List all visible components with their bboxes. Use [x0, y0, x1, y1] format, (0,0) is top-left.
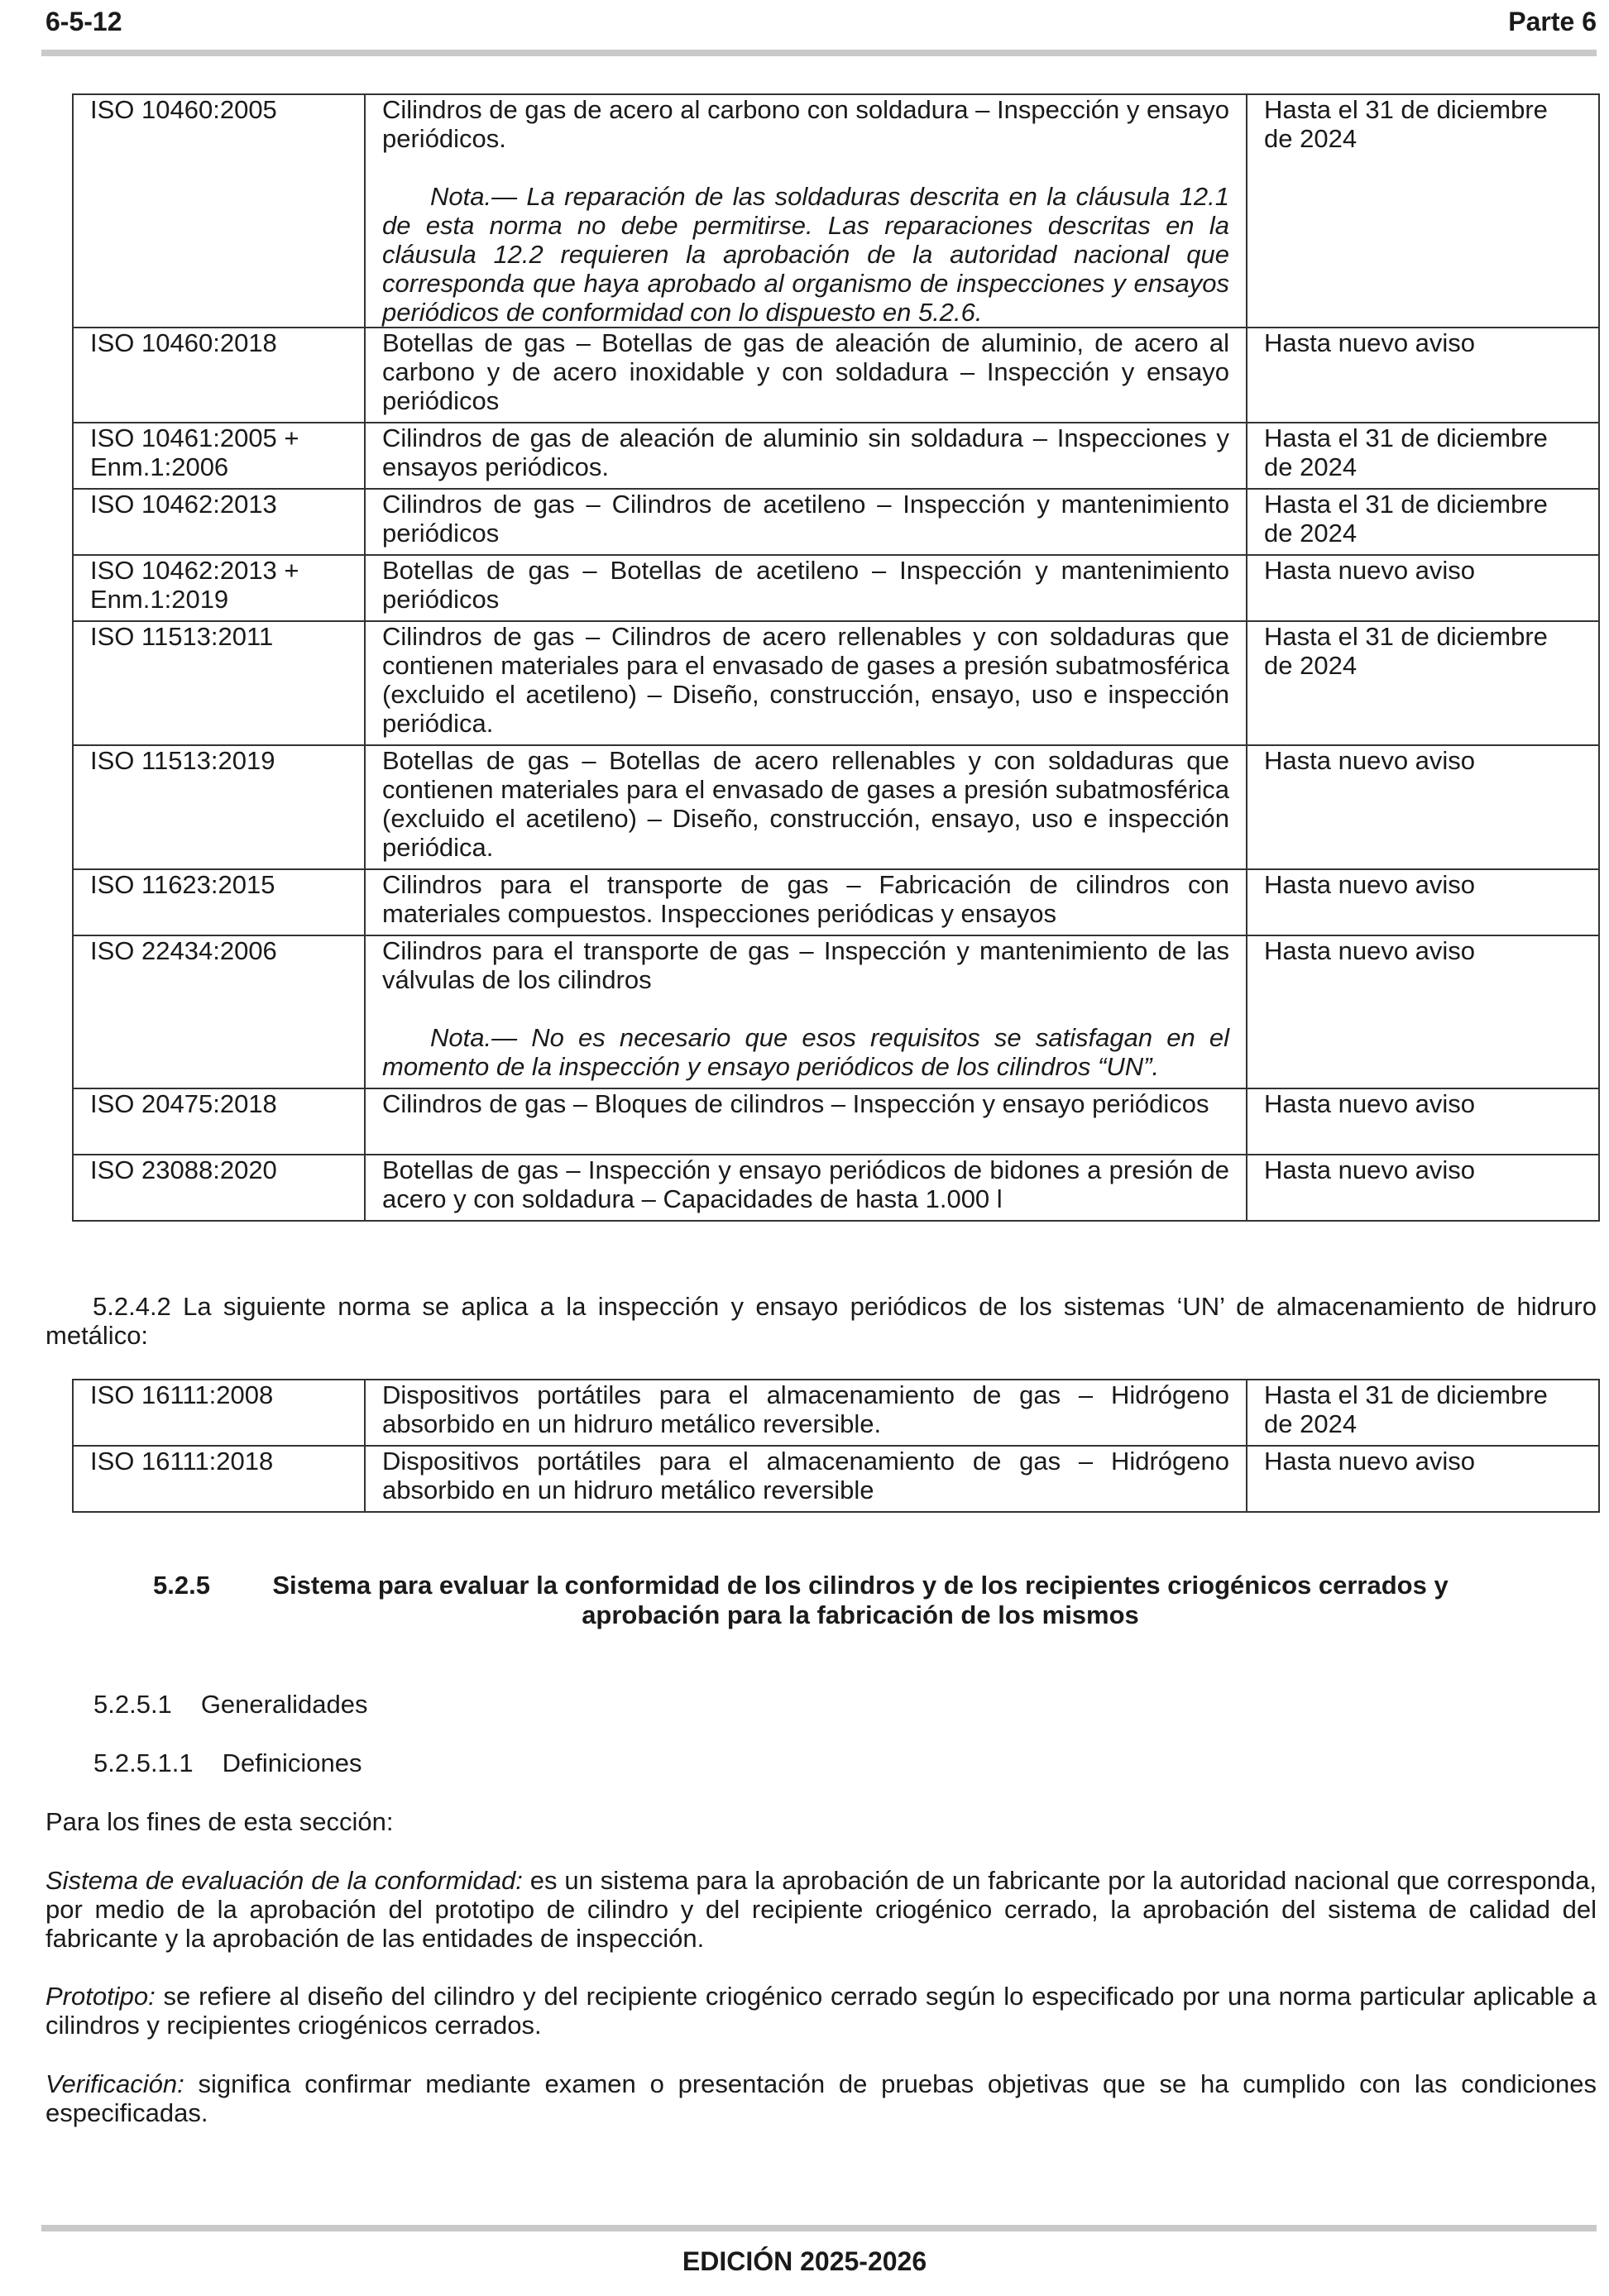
- table-row: [73, 869, 1599, 935]
- applicable-until: Hasta nuevo aviso: [1247, 1446, 1599, 1512]
- standard-note: Nota.— La reparación de las soldaduras descrita en la cláusula 12.1 de esta norma no debe permitirse. Las reparaciones descritas en la cláusula 12.2 requieren la aprobación de la autoridad nacional que corresponda que haya aprobado al organismo de inspecciones y ensayos periódicos de conformidad con lo dispuesto en 5.2.6.: [382, 182, 1229, 327]
- definition-text: significa confirmar mediante examen o presentación de pruebas objetivas que se ha cumplido con las condiciones especificadas.: [45, 2069, 1597, 2127]
- table-row: [73, 621, 1599, 745]
- standard-id: ISO 22434:2006: [73, 935, 365, 1088]
- definition-prototype: [45, 1982, 1597, 2040]
- subheading-text: Definiciones: [222, 1748, 362, 1777]
- definition-term: Sistema de evaluación de la conformidad:: [45, 1866, 523, 1895]
- standard-title: Cilindros de gas – Cilindros de acetileno – Inspección y mantenimiento periódicos: [365, 489, 1247, 555]
- standard-title: Dispositivos portátiles para el almacenamiento de gas – Hidrógeno absorbido en un hidruro metálico reversible: [365, 1446, 1247, 1512]
- table-row: [73, 745, 1599, 869]
- applicable-until: Hasta nuevo aviso: [1247, 869, 1599, 935]
- table-row: [73, 1380, 1599, 1446]
- definition-conformity-system: [45, 1866, 1597, 1953]
- applicable-until: Hasta nuevo aviso: [1247, 328, 1599, 423]
- standard-id: ISO 10461:2005 + Enm.1:2006: [73, 423, 365, 489]
- subheading-number: 5.2.5.1.1: [93, 1748, 194, 1777]
- table-row: [73, 328, 1599, 423]
- footer-rule: [41, 2225, 1597, 2231]
- table-row: [73, 935, 1599, 1088]
- edition-footer: EDICIÓN 2025-2026: [682, 2246, 927, 2276]
- applicable-until: Hasta el 31 de diciembre de 2024: [1247, 621, 1599, 745]
- applicable-until: Hasta nuevo aviso: [1247, 1155, 1599, 1221]
- standard-title: Botellas de gas – Botellas de gas de aleación de aluminio, de acero al carbono y de acero inoxidable y con soldadura – Inspección y ensayo periódicos: [365, 328, 1247, 423]
- standard-id: ISO 20475:2018: [73, 1088, 365, 1155]
- table-row: [73, 94, 1599, 328]
- table-row: [73, 489, 1599, 555]
- applicable-until: Hasta nuevo aviso: [1247, 555, 1599, 621]
- standard-title: Cilindros para el transporte de gas – Inspección y mantenimiento de las válvulas de los cilindros Nota.— No es necesario que esos requisitos se satisfagan en el momento de la inspección y ensayo periódicos de los cilindros “UN”.: [365, 935, 1247, 1088]
- applicable-until: Hasta el 31 de diciembre de 2024: [1247, 489, 1599, 555]
- standard-title: Cilindros de gas de aleación de aluminio sin soldadura – Inspecciones y ensayos periódicos.: [365, 423, 1247, 489]
- standard-title: Cilindros de gas de acero al carbono con soldadura – Inspección y ensayo periódicos. Nota.— La reparación de las soldaduras descrita en la cláusula 12.1 de esta norma no debe permitirse. Las reparaciones descritas en la cláusula 12.2 requieren la aprobación de la autoridad nacional que corresponda que haya aprobado al organismo de inspecciones y ensayos periódicos de conformidad con lo dispuesto en 5.2.6.: [365, 94, 1247, 328]
- standard-id: ISO 16111:2008: [73, 1380, 365, 1446]
- page-number: 6-5-12: [45, 7, 122, 36]
- standard-id: ISO 11623:2015: [73, 869, 365, 935]
- table-row: [73, 1155, 1599, 1221]
- definition-text: se refiere al diseño del cilindro y del recipiente criogénico cerrado según lo especificado por una norma particular aplicable a cilindros y recipientes criogénicos cerrados.: [45, 1982, 1597, 2040]
- standard-title: Cilindros de gas – Cilindros de acero rellenables y con soldaduras que contienen materiales para el envasado de gases a presión subatmosférica (excluido el acetileno) – Diseño, construcción, ensayo, uso e inspección periódica.: [365, 621, 1247, 745]
- standards-table-hydride: [72, 1379, 1600, 1513]
- applicable-until: Hasta nuevo aviso: [1247, 745, 1599, 869]
- definitions-intro: Para los fines de esta sección:: [45, 1807, 394, 1836]
- standard-id: ISO 10462:2013: [73, 489, 365, 555]
- table-row: [73, 1446, 1599, 1512]
- definition-text: es un sistema para la aprobación de un fabricante por la autoridad nacional que corresponda, por medio de la aprobación del prototipo de cilindro y del recipiente criogénico cerrado, la aprobación del sistema de calidad del fabricante y la aprobación de las entidades de inspección.: [45, 1866, 1597, 1953]
- applicable-until: Hasta nuevo aviso: [1247, 1088, 1599, 1155]
- part-label: Parte 6: [1508, 7, 1597, 36]
- page-header: [45, 7, 1597, 38]
- section-number: 5.2.5: [153, 1571, 210, 1600]
- standard-id: ISO 11513:2011: [73, 621, 365, 745]
- standard-id: ISO 10460:2005: [73, 94, 365, 328]
- section-title: Sistema para evaluar la conformidad de los cilindros y de los recipientes criogénicos cerrados y aprobación para la fabricación de los mismos: [272, 1571, 1449, 1629]
- standard-id: ISO 16111:2018: [73, 1446, 365, 1512]
- subheading-text: Generalidades: [200, 1690, 368, 1719]
- standard-id: ISO 23088:2020: [73, 1155, 365, 1221]
- subheading-5-2-5-1: [93, 1690, 367, 1719]
- standard-title: Botellas de gas – Inspección y ensayo periódicos de bidones a presión de acero y con soldadura – Capacidades de hasta 1.000 l: [365, 1155, 1247, 1221]
- paragraph-5-2-4-2: 5.2.4.2 La siguiente norma se aplica a la inspección y ensayo periódicos de los sistemas ‘UN’ de almacenamiento de hidruro metálico:: [45, 1292, 1597, 1350]
- definition-term: Prototipo:: [45, 1982, 156, 2011]
- standard-note: Nota.— No es necesario que esos requisitos se satisfagan en el momento de la inspección y ensayo periódicos de los cilindros “UN”.: [382, 1023, 1229, 1081]
- standard-id: ISO 11513:2019: [73, 745, 365, 869]
- applicable-until: Hasta nuevo aviso: [1247, 935, 1599, 1088]
- definition-verification: [45, 2069, 1597, 2127]
- subheading-number: 5.2.5.1: [93, 1690, 172, 1719]
- standard-title: Cilindros para el transporte de gas – Fabricación de cilindros con materiales compuestos. Inspecciones periódicas y ensayos: [365, 869, 1247, 935]
- header-rule: [41, 50, 1597, 56]
- standard-title: Botellas de gas – Botellas de acero rellenables y con soldaduras que contienen materiales para el envasado de gases a presión subatmosférica (excluido el acetileno) – Diseño, construcción, ensayo, uso e inspección periódica.: [365, 745, 1247, 869]
- table-row: [73, 555, 1599, 621]
- definition-term: Verificación:: [45, 2069, 184, 2098]
- subheading-5-2-5-1-1: [93, 1748, 362, 1777]
- standard-id: ISO 10460:2018: [73, 328, 365, 423]
- applicable-until: Hasta el 31 de diciembre de 2024: [1247, 94, 1599, 328]
- applicable-until: Hasta el 31 de diciembre de 2024: [1247, 423, 1599, 489]
- standard-title: Dispositivos portátiles para el almacenamiento de gas – Hidrógeno absorbido en un hidruro metálico reversible.: [365, 1380, 1247, 1446]
- standard-id: ISO 10462:2013 + Enm.1:2019: [73, 555, 365, 621]
- table-row: [73, 1088, 1599, 1155]
- standard-title: Botellas de gas – Botellas de acetileno – Inspección y mantenimiento periódicos: [365, 555, 1247, 621]
- table-row: [73, 423, 1599, 489]
- standards-table-cylinders: [72, 93, 1600, 1222]
- standard-title: Cilindros de gas – Bloques de cilindros – Inspección y ensayo periódicos: [365, 1088, 1247, 1155]
- applicable-until: Hasta el 31 de diciembre de 2024: [1247, 1380, 1599, 1446]
